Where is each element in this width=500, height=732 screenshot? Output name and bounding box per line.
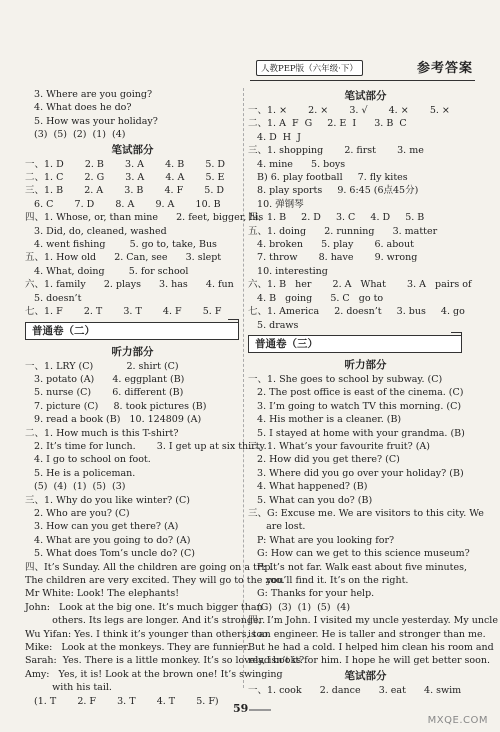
column-divider	[243, 88, 244, 688]
answer-line: 4. B going 5. C go to	[248, 292, 384, 304]
right-answers-part1	[248, 88, 483, 332]
answer-line: (G) (3) (1) (5) (4)	[248, 601, 351, 613]
answer-line: 四、1. Whose, or, than mine 2. feet, bigger, his	[25, 212, 264, 224]
answer-line: 4. His mother is a cleaner. (B)	[248, 414, 402, 426]
answer-line: G: How can we get to this science museum?	[248, 548, 470, 560]
page-title: 参考答案	[416, 61, 473, 76]
page-header	[250, 52, 475, 81]
answer-line: 六、1. B her 2. A What 3. A pairs of	[248, 279, 472, 291]
answer-line: 10. interesting	[248, 265, 328, 277]
answer-line: Mr White: Look! The elephants!	[25, 588, 180, 600]
answer-line: 一、1. LRY (C) 2. shirt (C)	[25, 360, 179, 372]
page-number: 59	[233, 702, 249, 715]
answer-line: 2. Who are you? (C)	[25, 507, 130, 519]
answer-line: 笔试部分	[111, 143, 154, 156]
answer-line: 2. The post office is east of the cinema. (C)	[248, 387, 464, 399]
answer-line: 6. C 7. D 8. A 9. A 10. B	[25, 198, 221, 210]
answer-line: 4. I go to school on foot.	[25, 454, 151, 466]
answer-line: G: Thanks for your help.	[248, 588, 375, 600]
answer-line: 4. What, doing 5. for school	[25, 265, 189, 277]
answer-line: 4. What happened? (B)	[248, 481, 368, 493]
answer-line: 3. Where did you go over your holiday? (B)	[248, 467, 464, 479]
answer-line: 3. Did, do, cleaned, washed	[25, 225, 167, 237]
answer-line: is an engineer. He is taller and stronger than me.	[248, 628, 486, 640]
answer-line: 七、1. America 2. doesn’t 3. bus 4. go	[248, 306, 465, 318]
answer-line: 一、1. × 2. × 3. √ 4. × 5. ×	[248, 105, 450, 116]
answer-line: Sarah: Yes. There is a little monkey. It’s so lovely, isn’t it?	[25, 655, 305, 667]
answer-line: 5. How was your holiday?	[25, 115, 158, 127]
answer-line: 7. picture (C) 8. took pictures (B)	[25, 400, 207, 412]
answer-line: 3. Where are you going?	[25, 89, 153, 100]
answer-line: P: What are you looking for?	[248, 534, 395, 546]
left-answers-part1	[25, 88, 264, 319]
answer-line: 二、1. How much is this T-shirt?	[25, 427, 179, 439]
watermark-text: MXQE.COM	[427, 715, 488, 726]
answer-line: Amy: Yes, it is! Look at the brown one! It’s swinging	[25, 668, 283, 680]
answer-line: 三、1. shopping 2. first 3. me	[248, 145, 424, 157]
answer-line: 5. What can you do? (B)	[248, 494, 373, 506]
answer-line: read books for him. I hope he will get better soon.	[248, 655, 490, 667]
answer-line: 2. How did you get there? (C)	[248, 454, 400, 466]
grade-label: 人教PEP版（六年级·下）	[256, 60, 363, 76]
answer-line: 3. How can you get there? (A)	[25, 521, 179, 533]
answer-line: 5. I stayed at home with your grandma. (B)	[248, 427, 465, 439]
answer-line: 4. broken 5. play 6. about	[248, 239, 414, 251]
answer-line: P: It’s not far. Walk east about five minutes,	[248, 561, 468, 573]
answer-line: 4. What does he do?	[25, 102, 132, 114]
answer-line: 3. potato (A) 4. eggplant (B)	[25, 373, 185, 385]
answer-line: 5. He is a policeman.	[25, 467, 136, 479]
answer-line: 10. 弹钢琴	[248, 198, 304, 210]
answer-line: 笔试部分	[344, 90, 387, 102]
answer-line: 三、G: Excuse me. We are visitors to this city. We	[248, 507, 484, 519]
answer-line: 5. doesn’t	[25, 292, 82, 304]
answer-line: 笔试部分	[344, 669, 387, 682]
answer-line: 5. nurse (C) 6. different (B)	[25, 387, 184, 399]
right-column	[248, 88, 498, 697]
answer-line: 五、1. How old 2. Can, see 3. slept	[25, 252, 222, 264]
answer-line: 五、1. doing 2. running 3. matter	[248, 225, 438, 237]
answer-line: Mike: Look at the monkeys. They are funnier.	[25, 642, 250, 654]
answer-line: others. Its legs are longer. And it’s stronger.	[25, 615, 266, 627]
answer-line: 4. What are you going to do? (A)	[25, 534, 191, 546]
answer-line: 4. mine 5. boys	[248, 158, 346, 170]
answer-line: B) 6. play football 7. fly kites	[248, 172, 408, 184]
answer-line: 2. It’s time for lunch. 3. I get up at six thirty.	[25, 440, 267, 452]
answer-line: 4. went fishing 5. go to, take, Bus	[25, 239, 217, 251]
answer-line: 5. draws	[248, 319, 299, 331]
answer-line: John: Look at the big one. It’s much bigger than	[25, 601, 263, 613]
answer-line: 听力部分	[344, 358, 387, 371]
answer-line: 听力部分	[111, 345, 154, 358]
right-answers-part2	[248, 357, 498, 697]
answer-line: 4. D H J	[248, 131, 301, 143]
section-heading-paper-2: 普通卷（二）	[25, 322, 239, 340]
answer-line: 7. throw 8. have 9. wrong	[248, 252, 418, 264]
answer-line: The children are very excited. They will go to the zoo.	[25, 575, 285, 586]
answer-line: with his tail.	[25, 682, 112, 694]
answer-line: 二、1. A F G 2. E I 3. B C	[248, 118, 407, 130]
answer-line: 一、1. She goes to school by subway. (C)	[248, 373, 443, 385]
answer-line: 二、1. What’s your favourite fruit? (A)	[248, 440, 430, 452]
answer-line: 5. What does Tom’s uncle do? (C)	[25, 548, 195, 560]
answer-line: 四、1. B 2. D 3. C 4. D 5. B	[248, 212, 425, 224]
answer-line: Wu Yifan: Yes. I think it’s younger than others, too.	[25, 628, 271, 640]
answer-line: But he had a cold. I helped him clean his room and	[248, 642, 494, 654]
answer-line: 六、1. family 2. plays 3. has 4. fun	[25, 279, 234, 291]
answer-line: 三、1. Why do you like winter? (C)	[25, 494, 190, 506]
answer-line: 三、1. B 2. A 3. B 4. F 5. D	[25, 185, 225, 197]
watermark-logo	[397, 698, 492, 726]
answer-line: (5) (4) (1) (5) (3)	[25, 481, 126, 493]
answer-line: are lost.	[248, 521, 306, 533]
answer-line: you’ll find it. It’s on the right.	[248, 575, 409, 586]
answer-line: 一、1. cook 2. dance 3. eat 4. swim	[248, 684, 462, 696]
answer-line: 四、I’m John. I visited my uncle yesterday. My uncle	[248, 615, 498, 627]
answer-line: 8. play sports 9. 6:45 (6点45分)	[248, 185, 419, 197]
answer-line: 3. I’m going to watch TV this morning. (C)	[248, 400, 462, 412]
answer-line: 二、1. C 2. G 3. A 4. A 5. E	[25, 172, 225, 184]
answer-line: (3) (5) (2) (1) (4)	[25, 129, 126, 141]
answer-line: 七、1. F 2. T 3. T 4. F 5. F	[25, 306, 222, 318]
answer-line: (1. T 2. F 3. T 4. T 5. F)	[25, 695, 219, 707]
section-heading-paper-3: 普通卷（三）	[248, 335, 462, 353]
answer-line: 9. read a book (B) 10. 124809 (A)	[25, 414, 202, 426]
answer-line: 四、It’s Sunday. All the children are going on a trip.	[25, 561, 274, 573]
answer-line: 一、1. D 2. B 3. A 4. B 5. D	[25, 158, 226, 170]
